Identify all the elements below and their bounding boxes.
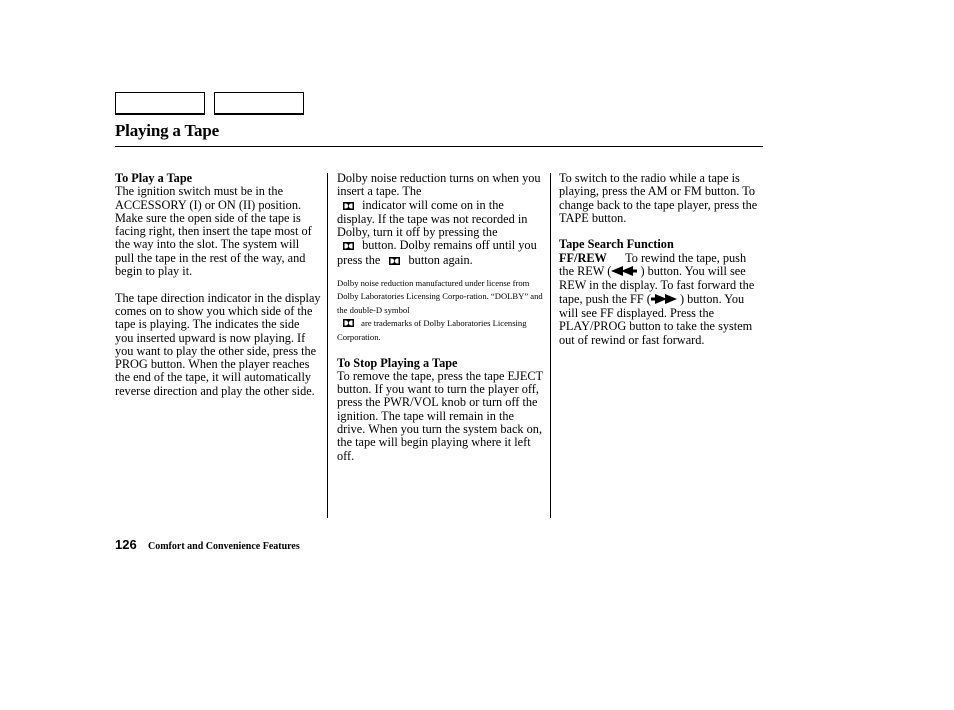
rewind-arrow-icon: [611, 266, 637, 279]
column-3: [559, 172, 763, 347]
switch-radio-paragraph: To switch to the radio while a tape is playing, press the AM or FM button. To change back to the tape player, press the TAPE button.: [559, 171, 758, 225]
ffrew-text-b: ) button. You will see REW in the display. To fast forward the tape, push the FF (: [559, 264, 755, 306]
ffrew-paragraph: [559, 252, 763, 347]
page-number: 126: [115, 537, 137, 552]
ffrew-text-c: ) button. You will see FF displayed. Press the PLAY/PROG button to take the system out of rewind or fast forward.: [559, 291, 753, 347]
to-stop-paragraph: To remove the tape, press the tape EJECT button. If you want to turn the player off, press the PWR/VOL knob or turn off the ignition. The tape will remain in the drive. When you turn the system back on, the tape will begin playing where it left off.: [337, 368, 543, 463]
ffrew-text-a: To rewind the tape, push the REW (: [559, 250, 747, 279]
dolby-trademark-note: [337, 277, 543, 344]
dolby-text-d: button again.: [408, 252, 473, 267]
dolby-text-c: button. Dolby remains off until you press the: [337, 238, 537, 267]
tape-search-heading: Tape Search Function: [559, 237, 674, 252]
column-2: [337, 172, 543, 463]
dolby-paragraph: [337, 172, 543, 268]
dolby-double-d-icon: [337, 318, 359, 331]
to-play-heading: To Play a Tape: [115, 171, 193, 185]
ffrew-label: FF/REW: [559, 250, 607, 265]
to-play-paragraph: The ignition switch must be in the ACCESSORY (I) or ON (II) position. Make sure the open side of the tape is facing right, then insert the tape most of the way into the slot. The system will pull the tape in the rest of the way, and begin to play it.: [115, 184, 312, 279]
page-title: Playing a Tape: [115, 121, 219, 140]
column-divider-1: [327, 173, 328, 518]
direction-paragraph: The tape direction indicator in the display comes on to show you which side of the tape is playing. The indicates the side you inserted upward is now playing. If you want to play the other side, press the PROG button. When the player reaches the end of the tape, it will automatically reverse direction and play the other side.: [115, 290, 321, 398]
dolby-text-a: Dolby noise reduction turns on when you insert a tape. The: [337, 171, 541, 199]
note-text-b: are trademarks of Dolby Laboratories Licensing Corporation.: [337, 317, 527, 343]
column-1: [115, 172, 321, 398]
dolby-text-b: indicator will come on in the display. If the tape was not recorded in Dolby, turn it off by pressing the: [337, 197, 528, 240]
title-rule: [115, 146, 763, 147]
dolby-double-d-icon: [383, 255, 405, 268]
dolby-double-d-icon: [337, 200, 359, 213]
nav-tab-box-1[interactable]: [115, 92, 205, 115]
dolby-double-d-icon: [337, 240, 359, 253]
nav-tab-box-2[interactable]: [214, 92, 304, 115]
section-title: Comfort and Convenience Features: [148, 541, 300, 552]
note-text-a: Dolby noise reduction manufactured under license from Dolby Laboratories Licensing Corpo-ration. “DOLBY” and the double-D symbol: [337, 278, 543, 315]
column-divider-2: [550, 173, 551, 518]
fast-forward-arrow-icon: [651, 294, 677, 307]
to-stop-heading: To Stop Playing a Tape: [337, 355, 458, 370]
